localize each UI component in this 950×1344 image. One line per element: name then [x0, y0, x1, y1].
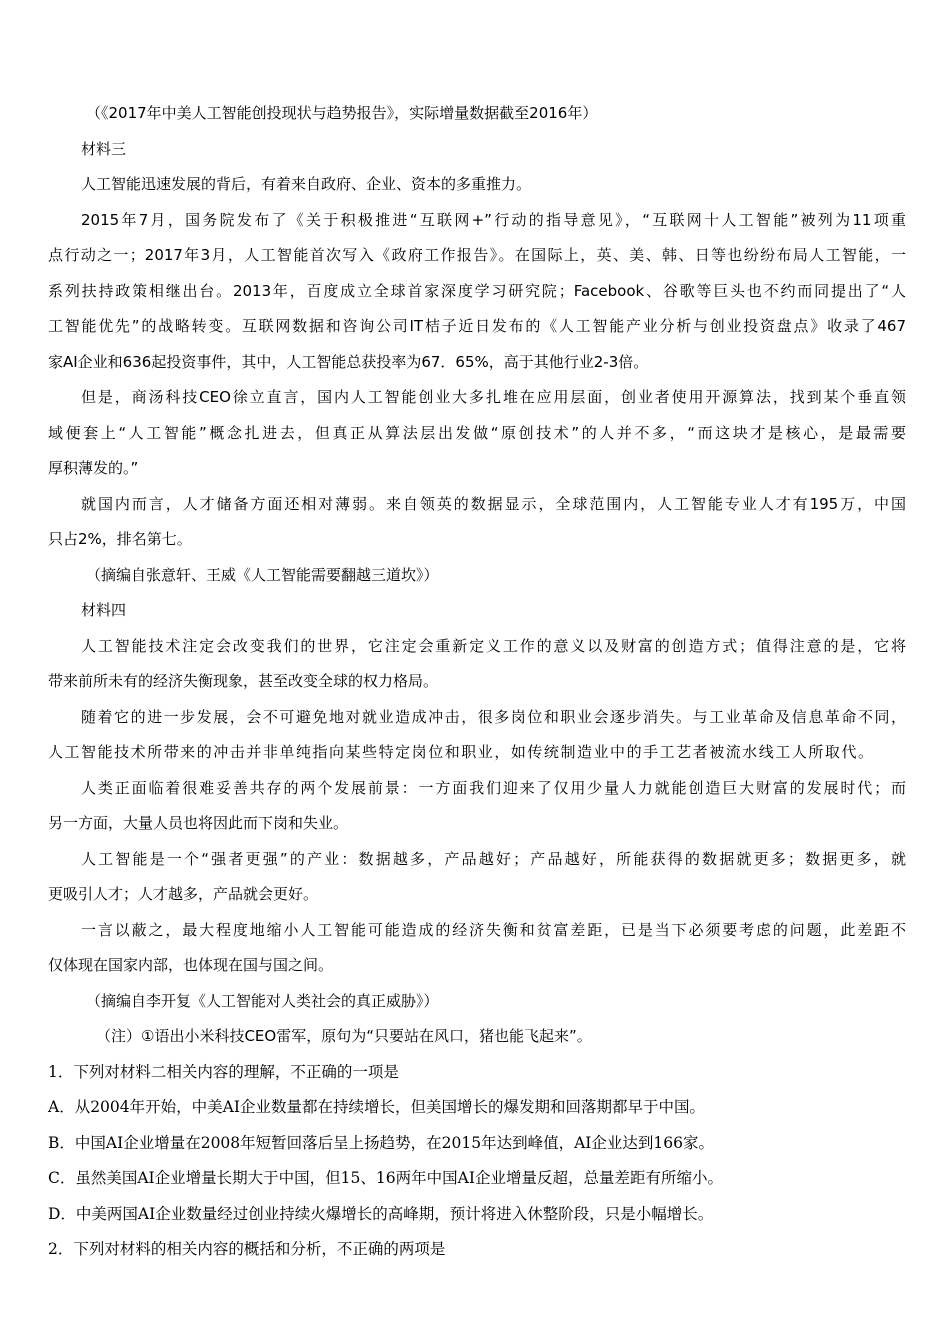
source-note-line: （摘编自李开复《人工智能对人类社会的真正威胁》）: [86, 992, 439, 1010]
question-1: 1．下列对材料二相关内容的理解，不正确的一项是: [48, 1063, 399, 1081]
paragraph-line: 点行动之一；2017年3月，人工智能首次写入《政府工作报告》。在国际上，英、美、韩、日等也纷纷布局人工智能，一: [48, 246, 906, 264]
section-heading-material-4: 材料四: [81, 601, 127, 619]
paragraph-line: 工智能优先”的战略转变。互联网数据和咨询公司IT桔子近日发布的《人工智能产业分析与创业投资盘点》收录了467: [48, 317, 906, 335]
source-note-line: （《2017年中美人工智能创投现状与趋势报告》，实际增量数据截至2016年）: [86, 104, 598, 122]
paragraph-line: 厚积薄发的。”: [48, 459, 139, 477]
paragraph-line: 系列扶持政策相继出台。2013年，百度成立全球首家深度学习研究院；Facebook、谷歌等巨头也不约而同提出了“人: [48, 282, 906, 300]
paragraph-line: 人工智能技术所带来的冲击并非单纯指向某些特定岗位和职业，如传统制造业中的手工艺者被流水线工人所取代。: [48, 743, 873, 761]
paragraph-line: 带来前所未有的经济失衡现象，甚至改变全球的权力格局。: [48, 672, 439, 690]
paragraph-line: 仅体现在国家内部，也体现在国与国之间。: [48, 956, 334, 974]
paragraph-line: 更吸引人才；人才越多，产品就会更好。: [48, 885, 319, 903]
source-note-line: （摘编自张意轩、王威《人工智能需要翻越三道坎》）: [86, 566, 439, 584]
paragraph-line: 域便套上“人工智能”概念扎进去，但真正从算法层出发做“原创技术”的人并不多，“而这块才是核心，是最需要: [48, 424, 906, 442]
section-heading-material-3: 材料三: [81, 140, 127, 158]
paragraph-line: 人工智能迅速发展的背后，有着来自政府、企业、资本的多重推力。: [81, 175, 532, 193]
question-1-option-a: A．从2004年开始，中美AI企业数量都在持续增长，但美国增长的爆发期和回落期都早于中国。: [48, 1098, 705, 1116]
question-1-option-b: B．中国AI企业增量在2008年短暂回落后呈上扬趋势，在2015年达到峰值，AI企业达到166家。: [48, 1134, 715, 1152]
question-1-option-c: C．虽然美国AI企业增量长期大于中国，但15、16两年中国AI企业增量反超，总量差距有所缩小。: [48, 1169, 723, 1187]
paragraph-line: 家AI企业和636起投资事件，其中，人工智能总获投率为67．65%，高于其他行业2-3倍。: [48, 353, 649, 371]
question-1-option-d: D．中美两国AI企业数量经过创业持续火爆增长的高峰期，预计将进入休整阶段，只是小幅增长。: [48, 1205, 714, 1223]
paragraph-line: 只占2%，排名第七。: [48, 530, 192, 548]
paragraph-line: 人类正面临着很难妥善共存的两个发展前景：一方面我们迎来了仅用少量人力就能创造巨大财富的发展时代；而: [81, 779, 906, 797]
paragraph-line: 人工智能技术注定会改变我们的世界，它注定会重新定义工作的意义以及财富的创造方式；值得注意的是，它将: [81, 637, 906, 655]
paragraph-line: 就国内而言，人才储备方面还相对薄弱。来自领英的数据显示，全球范围内，人工智能专业人才有195万，中国: [81, 495, 906, 513]
footnote-line: （注）①语出小米科技CEO雷军，原句为“只要站在风口，猪也能飞起来”。: [96, 1027, 592, 1045]
paragraph-line: 随着它的进一步发展，会不可避免地对就业造成冲击，很多岗位和职业会逐步消失。与工业革命及信息革命不同，: [81, 708, 906, 726]
paragraph-line: 但是，商汤科技CEO徐立直言，国内人工智能创业大多扎堆在应用层面，创业者使用开源算法，找到某个垂直领: [81, 388, 906, 406]
paragraph-line: 2015年7月，国务院发布了《关于积极推进“互联网+”行动的指导意见》，“互联网十人工智能”被列为11项重: [81, 211, 906, 229]
paragraph-line: 一言以蔽之，最大程度地缩小人工智能可能造成的经济失衡和贫富差距，已是当下必须要考虑的问题，此差距不: [81, 921, 906, 939]
paragraph-line: 另一方面，大量人员也将因此而下岗和失业。: [48, 814, 349, 832]
question-2: 2．下列对材料的相关内容的概括和分析，不正确的两项是: [48, 1240, 446, 1258]
paragraph-line: 人工智能是一个“强者更强”的产业：数据越多，产品越好；产品越好，所能获得的数据就更多；数据更多，就: [81, 850, 906, 868]
